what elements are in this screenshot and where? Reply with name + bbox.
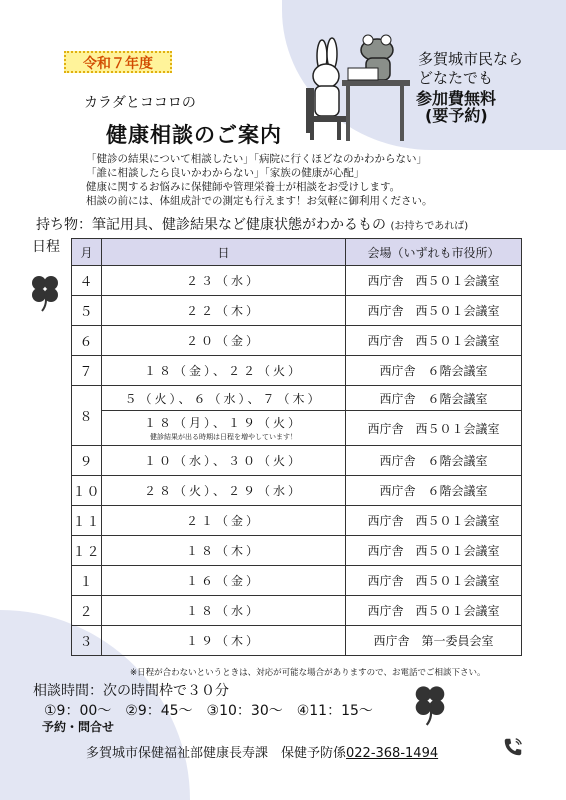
- day-cell: ２０（金）: [102, 326, 346, 356]
- eligibility-line1: 多賀城市民なら: [418, 50, 524, 68]
- month-cell: ７: [72, 356, 102, 386]
- table-row: [72, 506, 522, 536]
- era-badge: 令和７年度: [64, 51, 172, 73]
- month-cell: １０: [72, 476, 102, 506]
- header-day: 日: [102, 239, 346, 266]
- schedule-footnote: ※日程が合わないというときは、対応が可能な場合がありますので、お電話でご相談下さい。: [130, 668, 486, 678]
- month-cell: ６: [72, 326, 102, 356]
- venue-cell: 西庁舎 第一委員会室: [346, 626, 522, 656]
- venue-cell: 西庁舎 ６階会議室: [346, 386, 522, 411]
- day-cell: ２８（火）、２９（水）: [102, 476, 346, 506]
- venue-cell: 西庁舎 ６階会議室: [346, 356, 522, 386]
- items-to-bring-note: (お持ちであれば): [390, 221, 469, 232]
- month-cell: ５: [72, 296, 102, 326]
- venue-cell: 西庁舎 西５０１会議室: [346, 536, 522, 566]
- intro-line: 相談の前には、体組成計での測定も行えます！お気軽に御利用ください。: [86, 195, 433, 207]
- items-to-bring-text: 持ち物：筆記用具、健診結果など健康状態がわかるもの: [36, 217, 386, 233]
- eligibility-text: [418, 50, 523, 88]
- table-row: [72, 356, 522, 386]
- header-venue: 会場（いずれも市役所）: [346, 239, 522, 266]
- day-text: １８（月）、１９（火）: [143, 416, 303, 430]
- schedule-table: [71, 238, 522, 656]
- day-cell: １９（木）: [102, 626, 346, 656]
- day-cell: ２１（金）: [102, 506, 346, 536]
- month-cell: ４: [72, 266, 102, 296]
- phone-number[interactable]: 022-368-1494: [346, 746, 439, 761]
- consult-hours: 相談時間：次の時間枠で３０分: [33, 683, 229, 699]
- table-row: [72, 446, 522, 476]
- month-cell: １: [72, 566, 102, 596]
- subtitle: カラダとココロの: [84, 95, 196, 111]
- day-cell: １０（水）、３０（火）: [102, 446, 346, 476]
- month-cell: ３: [72, 626, 102, 656]
- department-name: 多賀城市保健福祉部健康長寿課 保健予防係: [86, 746, 347, 761]
- table-row: [72, 266, 522, 296]
- month-cell: １１: [72, 506, 102, 536]
- rabbit-illustration: [306, 38, 346, 140]
- clover-icon: [28, 272, 62, 312]
- venue-cell: 西庁舎 西５０１会議室: [346, 326, 522, 356]
- table-row: [72, 296, 522, 326]
- table-row: [72, 386, 522, 411]
- intro-line: 「健診の結果について相談したい」「病院に行くほどなのかわからない」: [86, 153, 428, 165]
- desk: [342, 68, 410, 141]
- inquiry-label: 予約・問合せ: [42, 720, 115, 734]
- schedule-label: 日程: [32, 239, 60, 255]
- venue-cell: 西庁舎 西５０１会議室: [346, 296, 522, 326]
- table-row: [72, 476, 522, 506]
- month-cell: ９: [72, 446, 102, 476]
- row-note: 健診結果が出る時期は日程を増やしています！: [150, 433, 297, 441]
- consultation-illustration: [282, 28, 412, 143]
- items-to-bring: [36, 214, 468, 234]
- table-row: [72, 566, 522, 596]
- month-cell: ８: [72, 386, 102, 446]
- free-label: 参加費無料: [416, 89, 497, 108]
- table-row: [72, 626, 522, 656]
- table-header-row: [72, 239, 522, 266]
- venue-cell: 西庁舎 西５０１会議室: [346, 266, 522, 296]
- intro-line: 「誰に相談したら良いかわからない」「家族の健康が心配」: [86, 167, 365, 179]
- venue-cell: 西庁舎 西５０１会議室: [346, 411, 522, 446]
- day-cell: ２２（木）: [102, 296, 346, 326]
- venue-cell: 西庁舎 西５０１会議室: [346, 506, 522, 536]
- phone-icon: [502, 736, 524, 758]
- day-cell: ２３（水）: [102, 266, 346, 296]
- header-month: 月: [72, 239, 102, 266]
- day-cell: １８（木）: [102, 536, 346, 566]
- clover-icon: [410, 682, 450, 726]
- table-row: [72, 536, 522, 566]
- intro-line: 健康に関するお悩みに保健師や管理栄養士が相談をお受けします。: [86, 181, 401, 193]
- day-cell: １８（水）: [102, 596, 346, 626]
- month-cell: １２: [72, 536, 102, 566]
- time-slots: ①9：00～ ②9：45～ ③10：30～ ④11：15～: [44, 703, 373, 719]
- table-row: [72, 411, 522, 446]
- eligibility-line2: どなたでも: [418, 69, 494, 87]
- table-row: [72, 596, 522, 626]
- day-cell: １８（金）、２２（火）: [102, 356, 346, 386]
- venue-cell: 西庁舎 西５０１会議室: [346, 596, 522, 626]
- reservation-label: (要予約): [425, 106, 488, 125]
- contact-line: [86, 742, 438, 761]
- venue-cell: 西庁舎 西５０１会議室: [346, 566, 522, 596]
- venue-cell: 西庁舎 ６階会議室: [346, 446, 522, 476]
- table-row: [72, 326, 522, 356]
- day-cell: ５（火）、６（水）、７（木）: [102, 386, 346, 411]
- page-title: 健康相談のご案内: [106, 123, 282, 147]
- month-cell: ２: [72, 596, 102, 626]
- venue-cell: 西庁舎 ６階会議室: [346, 476, 522, 506]
- day-cell: １６（金）: [102, 566, 346, 596]
- day-cell: [102, 411, 346, 446]
